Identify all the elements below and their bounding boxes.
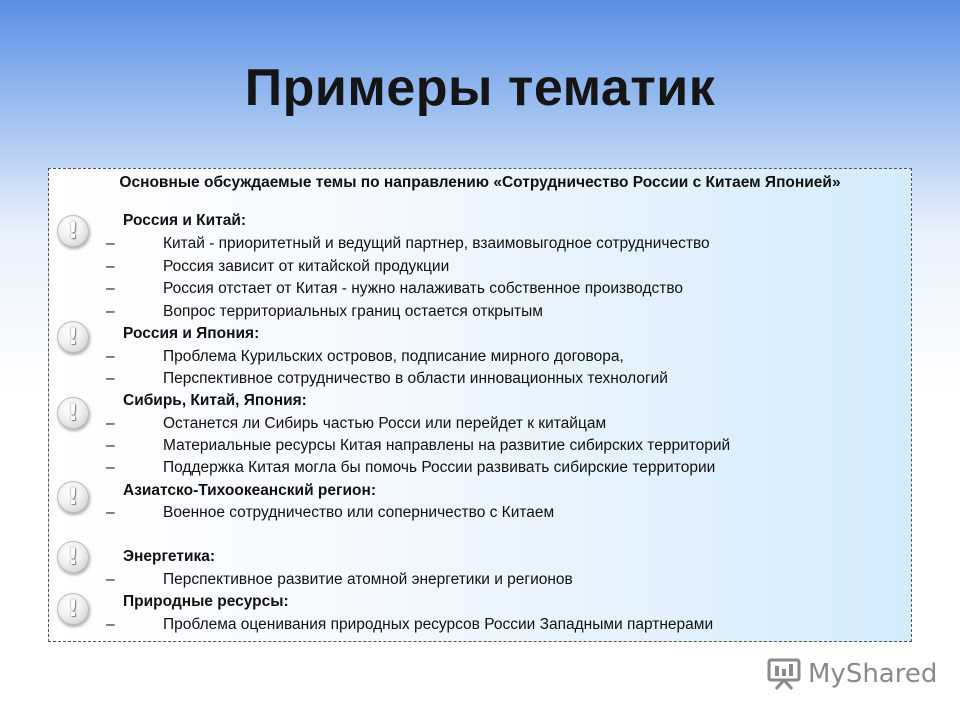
bullet-dash: – <box>106 280 115 297</box>
list-item: Военное сотрудничество или соперничество с Китаем <box>163 504 555 521</box>
content-box <box>48 168 912 642</box>
slide-title: Примеры тематик <box>244 59 716 117</box>
category-label: Сибирь, Китай, Япония: <box>123 392 307 409</box>
list-item: Китай - приоритетный и ведущий партнер, взаимовыгодное сотрудничество <box>163 235 710 252</box>
bullet-dash: – <box>106 370 115 387</box>
category-label: Азиатско-Тихоокеанский регион: <box>123 482 376 499</box>
bullet-dash: – <box>106 303 115 320</box>
list-item: Останется ли Сибирь частью Росси или перейдет к китайцам <box>163 415 607 432</box>
category-label: Россия и Япония: <box>123 325 260 342</box>
category-label: Россия и Китай: <box>123 212 247 229</box>
bullet-dash: – <box>106 348 115 365</box>
list-item: Россия отстает от Китая - нужно налаживать собственное производство <box>163 280 684 297</box>
bullet-dash: – <box>106 235 115 252</box>
list-item: Россия зависит от китайской продукции <box>163 258 450 275</box>
bullet-dash: – <box>106 415 115 432</box>
list-item: Перспективное развитие атомной энергетики и регионов <box>163 571 573 588</box>
exclamation-icon: ! <box>57 215 89 247</box>
list-item: Проблема Курильских островов, подписание мирного договора, <box>163 348 624 365</box>
bullet-dash: – <box>106 571 115 588</box>
list-item: Проблема оценивания природных ресурсов России Западными партнерами <box>163 616 714 633</box>
category-label: Энергетика: <box>123 548 216 565</box>
watermark-logo <box>766 656 937 692</box>
exclamation-icon: ! <box>57 397 89 429</box>
list-item: Вопрос территориальных границ остается открытым <box>163 303 543 320</box>
exclamation-icon: ! <box>57 593 89 625</box>
list-item: Материальные ресурсы Китая направлены на развитие сибирских территорий <box>163 437 731 454</box>
bullet-dash: – <box>106 459 115 476</box>
exclamation-icon: ! <box>57 321 89 353</box>
content-heading: Основные обсуждаемые темы по направлению «Сотрудничество России с Китаем Японией» <box>119 174 841 191</box>
bullet-dash: – <box>106 437 115 454</box>
myshared-logo-icon <box>766 657 802 691</box>
exclamation-icon: ! <box>57 481 89 513</box>
watermark-text: MyShared <box>808 659 938 689</box>
bullet-dash: – <box>106 504 115 521</box>
list-item: Поддержка Китая могла бы помочь России развивать сибирские территории <box>163 459 716 476</box>
bullet-dash: – <box>106 258 115 275</box>
bullet-dash: – <box>106 616 115 633</box>
list-item: Перспективное сотрудничество в области инновационных технологий <box>163 370 668 387</box>
category-label: Природные ресурсы: <box>123 593 289 610</box>
exclamation-icon: ! <box>57 541 89 573</box>
